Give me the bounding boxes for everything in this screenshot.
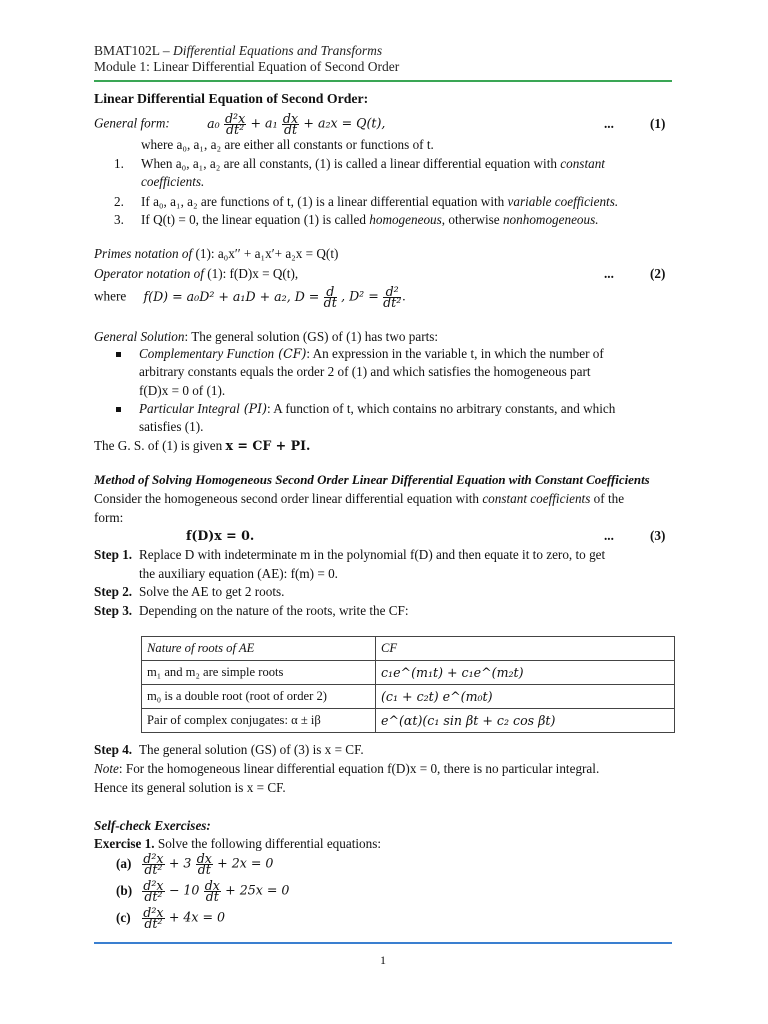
header-course — [94, 43, 382, 59]
cf-bullet-line3: f(D)x = 0 of (1). — [139, 383, 226, 398]
step-4-text: The general solution (GS) of (3) is x = CF. — [139, 742, 364, 757]
exercise-1-line: Exercise 1. Solve the following differential equations: — [94, 836, 382, 851]
eq1-dots: ... — [604, 116, 614, 131]
page-number: 1 — [380, 953, 386, 967]
cf-bullet-line1: Complementary Function (CF): An expression in the variable t, in which the number of — [139, 346, 604, 361]
step-4-label: Step 4. — [94, 742, 133, 757]
exercise-b: (b) $\frac{\text{d²x}}{\text{dt²}}$ − 10 $\frac{dx}{dt}$ + 25x = 0 — [116, 878, 290, 904]
note-line2: Hence its general solution is x = CF. — [94, 780, 286, 795]
table-row — [142, 685, 675, 709]
eq2-dots: ... — [604, 266, 614, 281]
item-2-text: If a₀, a₁, a₂ are functions of t, (1) is a linear differential equation with variable coefficients. — [141, 194, 619, 209]
table-cell: m₁ and m₂ are simple roots — [142, 661, 376, 685]
consider-line2: form: — [94, 510, 124, 525]
section-heading: Linear Differential Equation of Second Order: — [94, 91, 369, 106]
table-row — [142, 709, 675, 733]
primes-notation: Primes notation of (1): a₀x′′ + a₁x′+ a₂x = Q(t) — [94, 246, 339, 261]
general-form-line — [94, 111, 386, 137]
table-cell: e^(αt)(c₁ sin βt + c₂ cos βt) — [376, 709, 675, 733]
gs-line: The G. S. of (1) is given x = CF + PI. — [94, 438, 311, 453]
cf-table — [141, 636, 675, 733]
exercises-heading: Self-check Exercises: — [94, 818, 211, 833]
bullet-1 — [116, 352, 121, 357]
footer-rule — [94, 942, 672, 944]
gf-mid1: + a₁ — [250, 115, 278, 131]
gf-a0: a₀ — [207, 115, 220, 131]
item-2-number: 2. — [114, 194, 124, 209]
table-header-cell: Nature of roots of AE — [142, 637, 376, 661]
general-form-label: General form: — [94, 115, 170, 131]
method-heading: Method of Solving Homogeneous Second Order Linear Differential Equation with Constant Coefficients — [94, 473, 650, 487]
where-line: where a₀, a₁, a₂ are either all constants or functions of t. — [141, 137, 434, 152]
table-header-row — [142, 637, 675, 661]
eq2-number: (2) — [650, 266, 666, 281]
header-rule — [94, 80, 672, 82]
table-row — [142, 661, 675, 685]
step-1-line2: the auxiliary equation (AE): f(m) = 0. — [139, 566, 338, 581]
table-cell: m₀ is a double root (root of order 2) — [142, 685, 376, 709]
where-operator-line: where f(D) = a₀D² + a₁D + a₂, D = $\frac{d}{dt}$ , D² = $\frac{\text{d²}}{\text{dt²}}$ . — [94, 284, 406, 310]
course-code: BMAT102L — [94, 43, 160, 58]
item-1-line2: coefficients. — [141, 174, 205, 189]
step-3-line1: Depending on the nature of the roots, write the CF: — [139, 603, 409, 618]
step-2-label: Step 2. — [94, 584, 133, 599]
exercise-a: (a) $\frac{\text{d²x}}{\text{dt²}}$ + 3 $\frac{dx}{dt}$ + 2x = 0 — [116, 851, 274, 877]
pi-bullet-line1: Particular Integral (PI): A function of t, which contains no arbitrary constants, and which — [139, 401, 616, 416]
item-1-text: When a₀, a₁, a₂ are all constants, (1) is called a linear differential equation with constant — [141, 156, 605, 171]
table-cell: c₁e^(m₁t) + c₁e^(m₂t) — [376, 661, 675, 685]
item-3-number: 3. — [114, 212, 124, 227]
step-3-label: Step 3. — [94, 603, 133, 618]
table-header-cell: CF — [376, 637, 675, 661]
exercise-c: (c) $\frac{\text{d²x}}{\text{dt²}}$ + 4x = 0 — [116, 905, 226, 931]
item-1-number: 1. — [114, 156, 124, 171]
eq3: f(D)x = 0. — [186, 528, 255, 543]
header-module: Module 1: Linear Differential Equation of Second Order — [94, 59, 400, 74]
course-title: Differential Equations and Transforms — [173, 43, 383, 58]
operator-notation: Operator notation of (1): f(D)x = Q(t), — [94, 266, 299, 281]
cf-bullet-line2: arbitrary constants equals the order 2 of (1) and which satisfies the homogeneous part — [139, 364, 591, 379]
gf-mid2: + a₂x = Q(t), — [303, 115, 386, 131]
eq3-dots: ... — [604, 528, 614, 543]
table-cell: Pair of complex conjugates: α ± iβ — [142, 709, 376, 733]
step-2-line1: Solve the AE to get 2 roots. — [139, 584, 285, 599]
note-line: Note: For the homogeneous linear differential equation f(D)x = 0, there is no particular integral. — [94, 761, 600, 776]
bullet-2 — [116, 407, 121, 412]
step-1-label: Step 1. — [94, 547, 133, 562]
frac-dx-dt: $\frac{dx}{dt}$ — [282, 111, 299, 137]
frac-d2x-dt2: $\frac{\text{d²x}}{\text{dt²}}$ — [224, 111, 246, 137]
pi-bullet-line2: satisfies (1). — [139, 419, 204, 434]
eq1-number: (1) — [650, 116, 666, 131]
consider-line: Consider the homogeneous second order linear differential equation with constant coefficients of the — [94, 491, 625, 506]
table-cell: (c₁ + c₂t) e^(m₀t) — [376, 685, 675, 709]
course-sep: – — [159, 43, 174, 58]
general-solution-intro: General Solution: The general solution (GS) of (1) has two parts: — [94, 329, 439, 344]
item-3-text: If Q(t) = 0, the linear equation (1) is called homogeneous, otherwise nonhomogeneous. — [141, 212, 599, 227]
eq3-number: (3) — [650, 528, 666, 543]
step-1-line1: Replace D with indeterminate m in the polynomial f(D) and then equate it to zero, to get — [139, 547, 606, 562]
